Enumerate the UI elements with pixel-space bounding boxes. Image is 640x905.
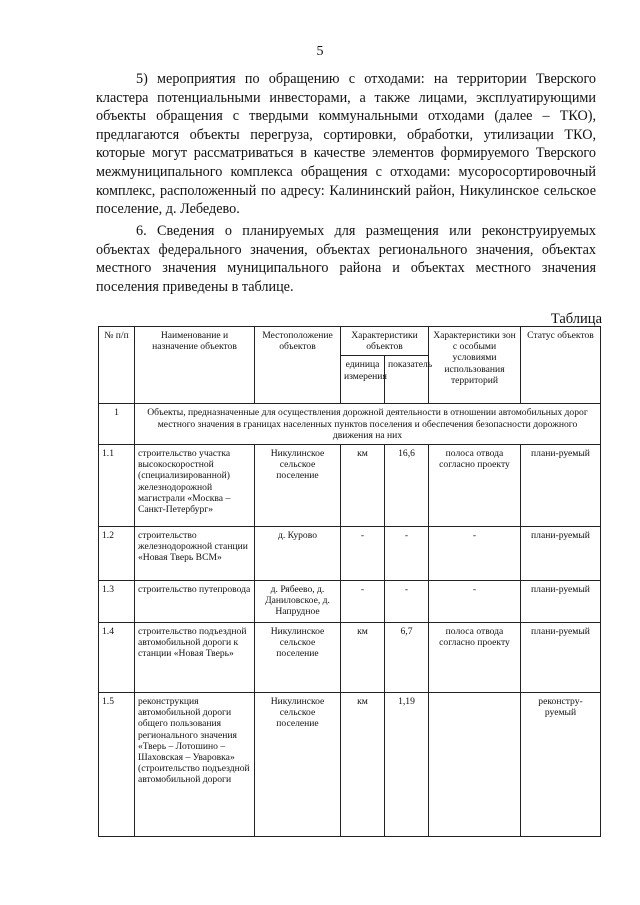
- row-status: плани-руемый: [521, 527, 601, 581]
- paragraph-planned-objects: [96, 222, 596, 296]
- row-location: д. Рябеево, д. Даниловское, д. Напрудное: [255, 581, 341, 623]
- objects-table: [98, 326, 601, 837]
- row-unit: км: [341, 693, 385, 837]
- header-num: № п/п: [99, 327, 135, 404]
- row-num: 1.4: [99, 623, 135, 693]
- header-value: показатель: [385, 356, 429, 404]
- paragraph-2-text: 6. Сведения о планируемых для размещения или реконструируемых объектах федерального значения, объектах регионального значения, объектах местного значения муниципального района и объектах местного значения поселения приведены в таблице.: [96, 223, 596, 295]
- row-name: строительство подъездной автомобильной дороги к станции «Новая Тверь»: [135, 623, 255, 693]
- row-zones: полоса отвода согласно проекту: [429, 445, 521, 527]
- group-num: 1: [99, 404, 135, 445]
- row-value: 1,19: [385, 693, 429, 837]
- table-row: [99, 445, 601, 527]
- table-row: [99, 693, 601, 837]
- row-status: плани-руемый: [521, 445, 601, 527]
- row-name: строительство железнодорожной станции «Новая Тверь ВСМ»: [135, 527, 255, 581]
- table-group-row: [99, 404, 601, 445]
- header-characteristics: Характеристики объектов: [341, 327, 429, 356]
- row-value: 6,7: [385, 623, 429, 693]
- header-name: Наименование и назначение объектов: [135, 327, 255, 404]
- row-status: плани-руемый: [521, 623, 601, 693]
- group-text: Объекты, предназначенные для осуществления дорожной деятельности в отношении автомобильных дорог местного значения в границах населенных пунктов поселения и обеспечения безопасности дорожного движения на них: [135, 404, 601, 445]
- table-row: [99, 527, 601, 581]
- row-unit: км: [341, 623, 385, 693]
- row-location: д. Курово: [255, 527, 341, 581]
- row-status: реконстру-руемый: [521, 693, 601, 837]
- row-unit: -: [341, 581, 385, 623]
- row-num: 1.2: [99, 527, 135, 581]
- row-zones: -: [429, 581, 521, 623]
- table-caption: Таблица: [550, 311, 602, 327]
- row-unit: км: [341, 445, 385, 527]
- row-location: Никулинское сельское поселение: [255, 693, 341, 837]
- row-status: плани-руемый: [521, 581, 601, 623]
- row-unit: -: [341, 527, 385, 581]
- row-name: реконструкция автомобильной дороги общего пользования регионального значения «Тверь – Лотошино – Шаховская – Уваровка» (строительство подъездной автомобильной дороги: [135, 693, 255, 837]
- table-row: [99, 623, 601, 693]
- row-zones: -: [429, 527, 521, 581]
- row-value: -: [385, 581, 429, 623]
- row-num: 1.1: [99, 445, 135, 527]
- paragraph-waste-management: [96, 70, 596, 219]
- row-location: Никулинское сельское поселение: [255, 445, 341, 527]
- header-status: Статус объектов: [521, 327, 601, 404]
- table-row: [99, 581, 601, 623]
- row-location: Никулинское сельское поселение: [255, 623, 341, 693]
- paragraph-1-text: 5) мероприятия по обращению с отходами: на территории Тверского кластера потенциальными инвесторами, а также лицами, эксплуатирующими объекты обращения с твердыми коммунальными отходами (далее – ТКО), предлагаются объекты перегруза, сортировки, обработки, утилизации ТКО, которые могут рассматриваться в качестве элементов формируемого Тверского межмуниципального комплекса обращения с отходами: мусоросортировочный комплекс, расположенный по адресу: Калининский район, Никулинское сельское поселение, д. Лебедево.: [96, 71, 596, 218]
- row-num: 1.5: [99, 693, 135, 837]
- row-value: 16,6: [385, 445, 429, 527]
- header-zones: Характеристики зон с особыми условиями использования территорий: [429, 327, 521, 404]
- row-zones: полоса отвода согласно проекту: [429, 623, 521, 693]
- page-number: 5: [316, 44, 324, 59]
- header-unit: единица измерения: [341, 356, 385, 404]
- row-num: 1.3: [99, 581, 135, 623]
- row-name: строительство участка высокоскоростной (специализированной) железнодорожной магистрали «Москва – Санкт-Петербург»: [135, 445, 255, 527]
- row-zones: [429, 693, 521, 837]
- row-value: -: [385, 527, 429, 581]
- row-name: строительство путепровода: [135, 581, 255, 623]
- header-location: Местоположение объектов: [255, 327, 341, 404]
